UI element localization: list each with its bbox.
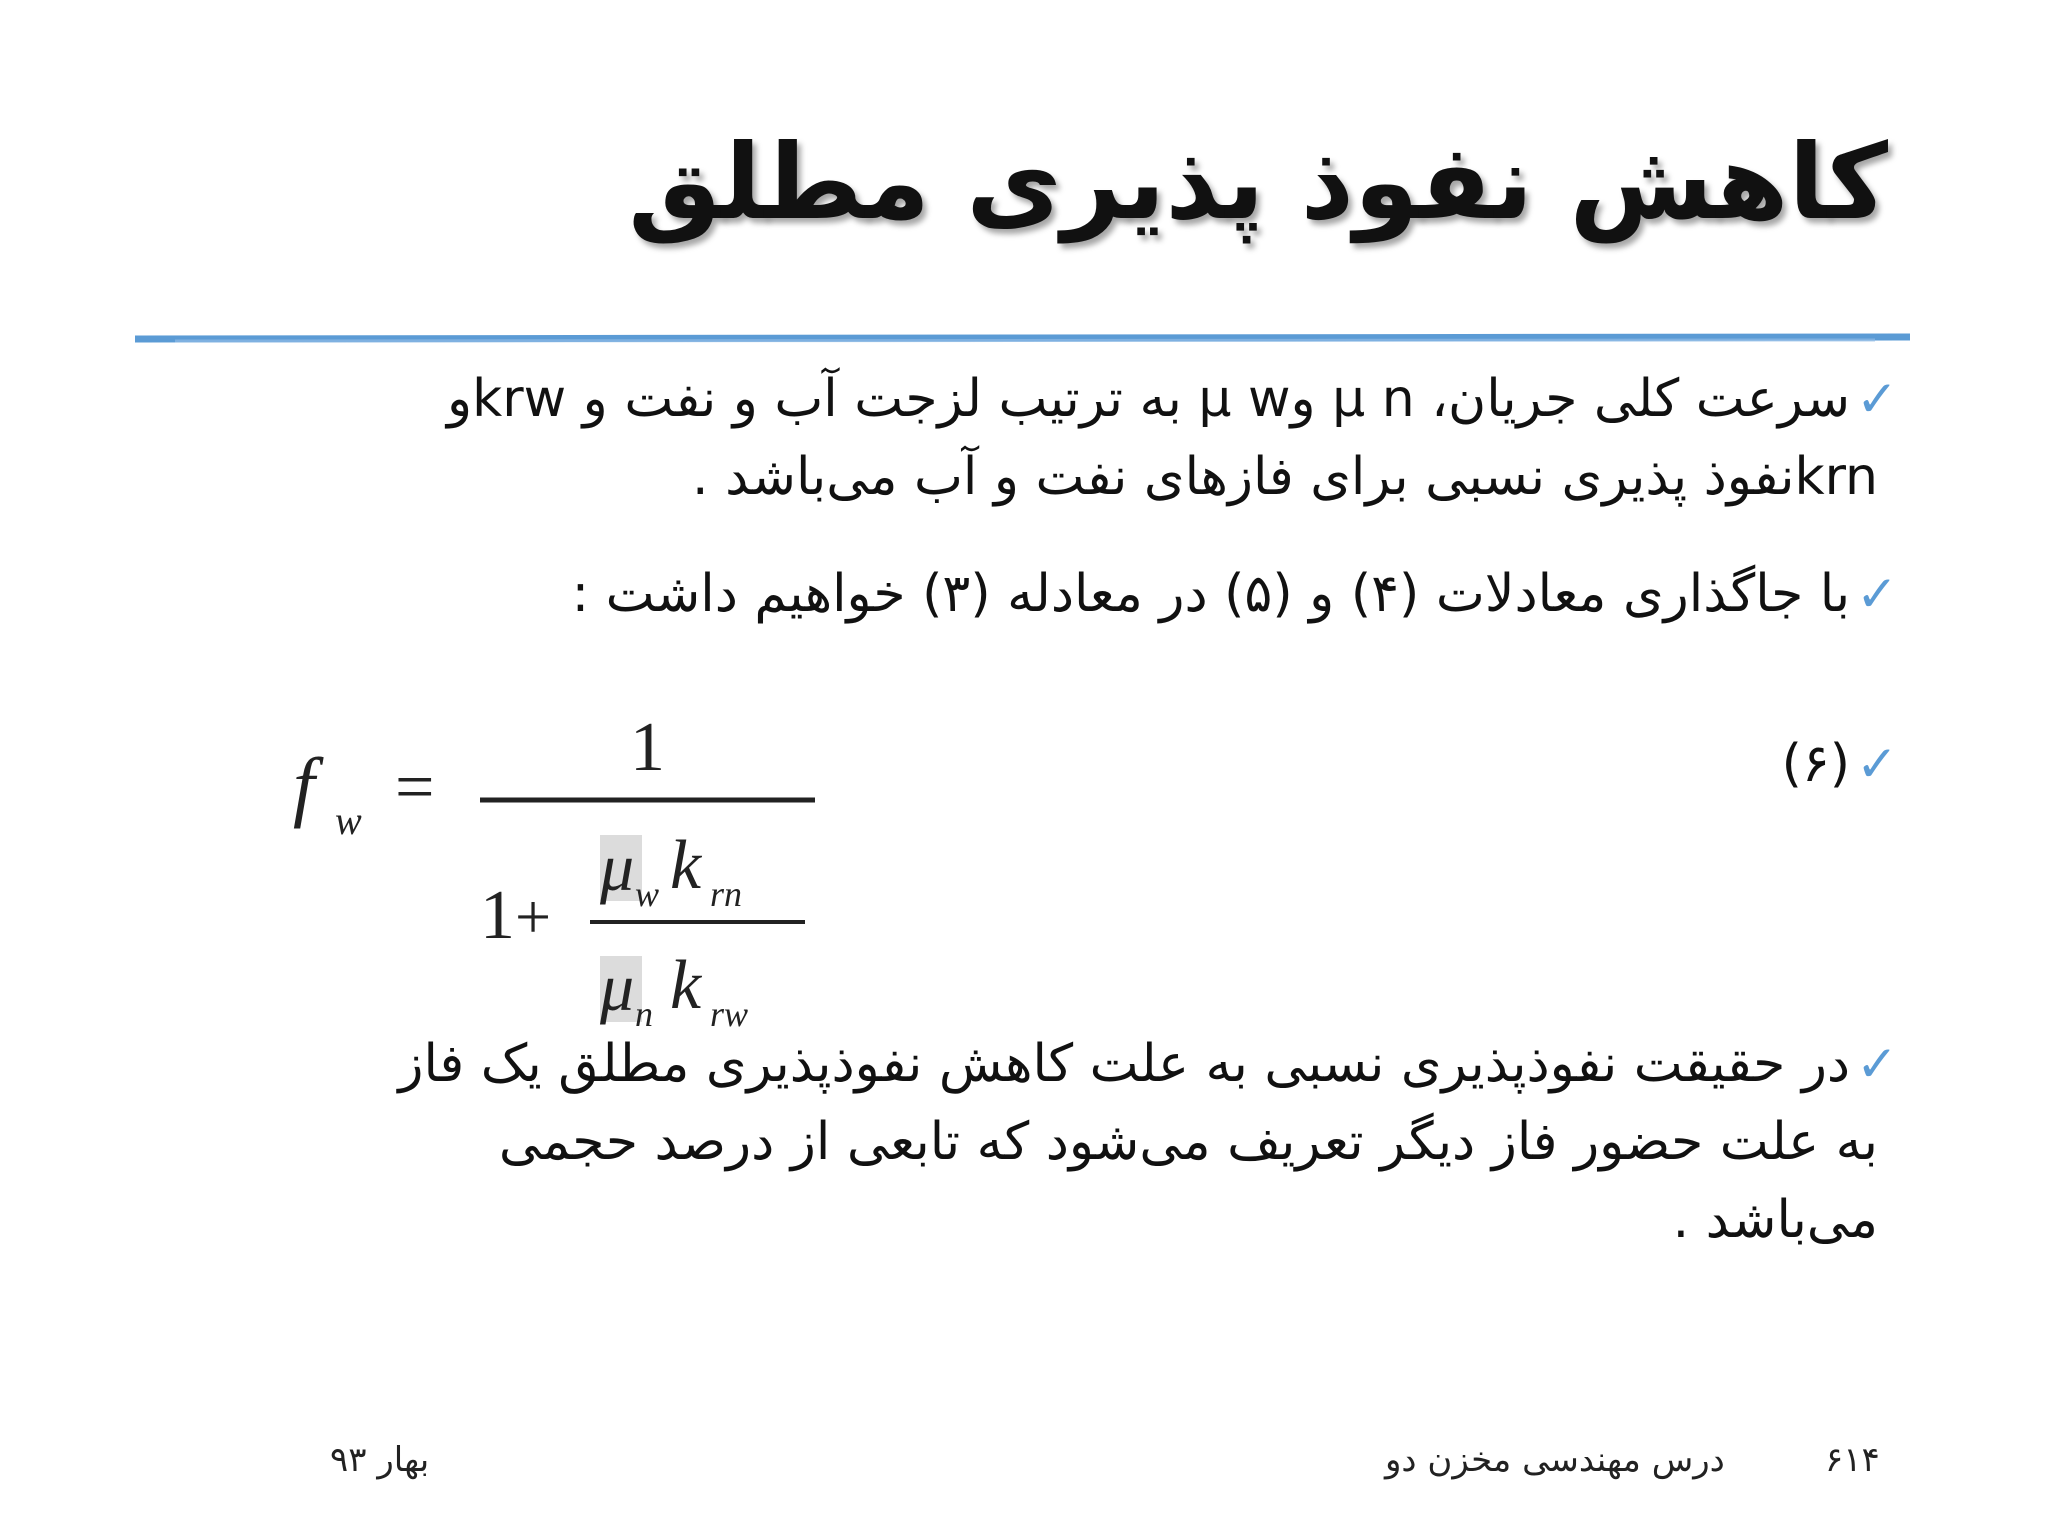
bullet-4-line-1: در حقیقت نفوذپذیری نسبی به علت کاهش نفوذپذیری مطلق یک فاز bbox=[398, 1034, 1851, 1094]
bullet-equation-number bbox=[1498, 725, 1898, 803]
inner-den-k-sub: rw bbox=[710, 994, 749, 1034]
bullet-4-line-2: به علت حضور فاز دیگر تعریف می‌شود که تابعی از درصد حجمی bbox=[498, 1112, 1878, 1172]
bullet-1-line-1: سرعت کلی جریان، μ n وμ w به ترتیب لزجت آب و نفت و krwو bbox=[447, 369, 1851, 429]
fractional-flow-equation bbox=[285, 700, 845, 1040]
checkmark-icon: ✓ bbox=[1856, 1035, 1898, 1093]
checkmark-icon: ✓ bbox=[1856, 370, 1898, 428]
equation-plus: + bbox=[515, 881, 552, 952]
title-divider bbox=[135, 330, 1910, 348]
bullet-velocity-definitions bbox=[178, 360, 1898, 516]
bullet-2-line-1: با جاگذاری معادلات (۴) و (۵) در معادله (۳) خواهیم داشت : bbox=[571, 564, 1851, 624]
equation-number: (۶) bbox=[1781, 734, 1851, 794]
checkmark-icon: ✓ bbox=[1856, 735, 1898, 793]
bullet-4-line-3: می‌باشد . bbox=[1672, 1190, 1878, 1250]
equation-numerator: 1 bbox=[630, 709, 665, 786]
inner-den-mu: μ bbox=[600, 949, 635, 1025]
equation-one: 1 bbox=[480, 877, 515, 954]
footer-date: بهار ۹۳ bbox=[330, 1440, 430, 1480]
equation-equals: = bbox=[395, 749, 435, 826]
inner-num-mu-sub: w bbox=[635, 874, 660, 914]
inner-den-mu-sub: n bbox=[635, 994, 653, 1034]
inner-num-mu: μ bbox=[600, 829, 635, 905]
footer-course: درس مهندسی مخزن دو bbox=[1385, 1440, 1725, 1480]
bullet-1-line-2: krnنفوذ پذیری نسبی برای فازهای نفت و آب می‌باشد . bbox=[692, 447, 1878, 507]
inner-num-k: k bbox=[670, 827, 702, 904]
checkmark-icon: ✓ bbox=[1856, 565, 1898, 623]
bullet-relative-permeability bbox=[138, 1025, 1898, 1259]
equation-lhs: f bbox=[293, 742, 315, 829]
equation-lhs-sub: w bbox=[335, 798, 362, 843]
inner-num-k-sub: rn bbox=[710, 874, 743, 914]
inner-den-k: k bbox=[670, 947, 702, 1024]
bullet-substitution bbox=[178, 555, 1898, 633]
footer-page-number: ۶۱۴ bbox=[1825, 1440, 1880, 1480]
slide-title: کاهش نفوذ پذیری مطلق bbox=[628, 121, 1888, 243]
